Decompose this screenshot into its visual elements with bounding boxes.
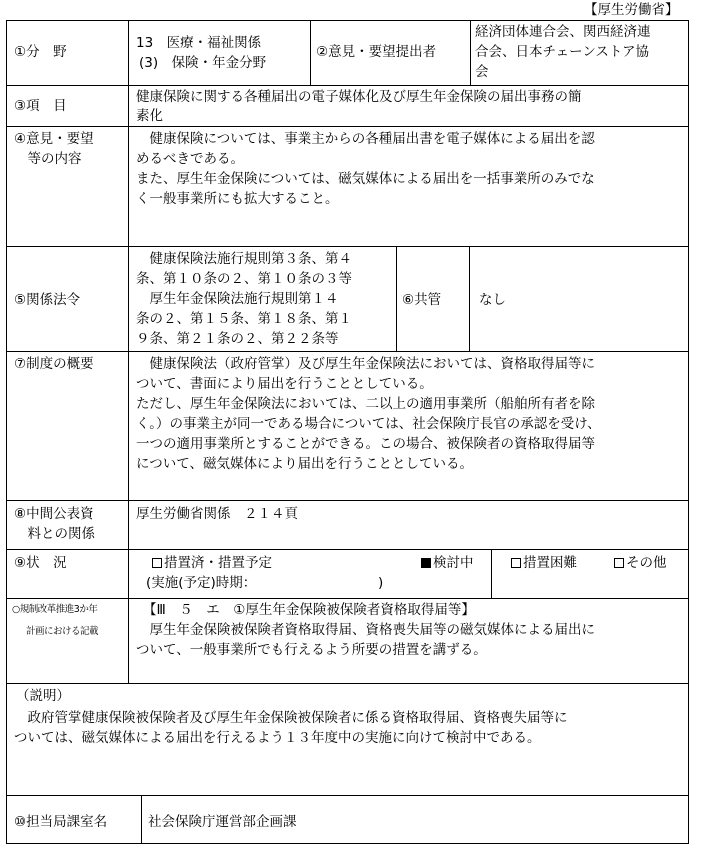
- col-divider: [469, 246, 470, 351]
- row-divider: [6, 683, 689, 684]
- row-divider: [6, 85, 689, 86]
- frame-left: [6, 20, 7, 844]
- plan-label: 計画における記載: [26, 626, 99, 637]
- frame-right: [688, 20, 689, 844]
- status-difficult-option[interactable]: [511, 553, 577, 573]
- laws-line: ９条、第２１条の２、第２２条等: [136, 331, 339, 347]
- system-line: ついて、書面により届出を行うこととしている。: [136, 376, 433, 392]
- system-line: について、磁気媒体により届出を行うこととしている。: [136, 456, 473, 472]
- request-line: めるべきである。: [136, 151, 244, 167]
- status-period-close: ): [378, 575, 384, 591]
- col-divider: [141, 795, 142, 843]
- request-label: 等の内容: [14, 151, 82, 167]
- request-line: く一般事業所にも拡大すること。: [136, 191, 339, 207]
- item-label: ③項 目: [14, 98, 67, 114]
- col-divider: [470, 20, 471, 85]
- submitter-label: ②意見・要望提出者: [316, 44, 437, 60]
- row-divider: [6, 500, 689, 501]
- checkbox-done[interactable]: [152, 558, 162, 568]
- laws-label: ⑤関係法令: [14, 292, 81, 308]
- row-divider: [6, 549, 689, 550]
- request-line: 健康保険については、事業主からの各種届出書を電子媒体による届出を認: [136, 131, 595, 147]
- row-divider: [6, 795, 689, 796]
- explanation-line: ついては、磁気媒体による届出を行えるよう１３年度中の実施に向けて検討中である。: [14, 730, 541, 746]
- joint-label: ⑥共管: [402, 292, 442, 308]
- division-label: ⑩担当局課室名: [14, 814, 108, 830]
- col-divider: [491, 549, 492, 598]
- joint-value: なし: [479, 292, 506, 308]
- item-line: 素化: [136, 108, 163, 124]
- row-divider: [6, 598, 689, 599]
- laws-line: 健康保険法施行規則第３条、第４: [136, 251, 352, 267]
- request-label: ④意見・要望: [14, 131, 94, 147]
- submitter-line: 合会、日本チェーンストア協: [475, 44, 650, 60]
- system-line: 一つの適用事業所とすることができる。この場合、被保険者の資格取得届等: [136, 436, 595, 452]
- ministry-header: 【厚生労働省】: [584, 2, 679, 18]
- row-divider: [6, 246, 689, 247]
- field-label: ①分 野: [14, 44, 67, 60]
- division-value: 社会保険庁運営部企画課: [148, 814, 297, 830]
- interim-label: ⑧中間公表資: [14, 506, 94, 522]
- field-line-1: 13 医療・福祉関係: [136, 35, 262, 51]
- col-divider: [396, 246, 397, 351]
- submitter-line: 経済団体連合会、関西経済連: [475, 24, 651, 40]
- status-other-option[interactable]: [614, 553, 667, 573]
- plan-line: 【Ⅲ ５ エ ①厚生年金保険被保険者資格取得届等】: [143, 602, 475, 618]
- status-other-label: その他: [626, 555, 667, 571]
- status-period: (実施(予定)時期：: [146, 575, 257, 591]
- system-line: ただし、厚生年金保険法においては、二以上の適用事業所（船舶所有者を除: [136, 396, 595, 412]
- interim-label: 料との関係: [14, 526, 95, 542]
- frame-bottom: [6, 843, 689, 844]
- submitter-line: 会: [475, 64, 489, 80]
- status-difficult-label: 措置困難: [523, 555, 577, 571]
- status-done-label: 措置済・措置予定: [164, 555, 272, 571]
- checkbox-other[interactable]: [614, 558, 624, 568]
- field-line-2: (3) 保険・年金分野: [139, 55, 267, 71]
- status-label: ⑨状 況: [14, 555, 67, 571]
- request-line: また、厚生年金保険については、磁気媒体による届出を一括事業所のみでな: [136, 171, 595, 187]
- col-divider: [128, 20, 129, 683]
- row-divider: [6, 351, 689, 352]
- status-done-option[interactable]: [152, 553, 272, 573]
- frame-top: [6, 20, 689, 21]
- explanation-line: 政府管掌健康保険被保険者及び厚生年金保険被保険者に係る資格取得届、資格喪失届等に: [14, 710, 568, 726]
- row-divider: [6, 126, 689, 127]
- status-reviewing-option[interactable]: [421, 553, 474, 573]
- checkbox-reviewing-checked[interactable]: [421, 558, 431, 568]
- plan-line: ついて、一般事業所でも行えるよう所要の措置を講ずる。: [136, 642, 487, 658]
- laws-line: 条の２、第１５条、第１８条、第１: [136, 311, 352, 327]
- explanation-heading: （説明）: [16, 688, 70, 704]
- checkbox-difficult[interactable]: [511, 558, 521, 568]
- status-reviewing-label: 検討中: [433, 555, 474, 571]
- system-line: 健康保険法（政府管掌）及び厚生年金保険法においては、資格取得届等に: [136, 356, 595, 372]
- plan-label: ○規制改革推進3か年: [12, 604, 98, 615]
- plan-line: 厚生年金保険被保険者資格取得届、資格喪失届等の磁気媒体による届出に: [136, 622, 595, 638]
- interim-value: 厚生労働省関係 ２１４頁: [136, 506, 298, 522]
- laws-line: 条、第１０条の２、第１０条の３等: [136, 271, 352, 287]
- laws-line: 厚生年金保険法施行規則第１４: [136, 291, 339, 307]
- item-line: 健康保険に関する各種届出の電子媒体化及び厚生年金保険の届出事務の簡: [136, 89, 582, 105]
- system-line: く。）の事業主が同一である場合については、社会保険庁長官の承認を受け、: [136, 416, 601, 432]
- system-label: ⑦制度の概要: [14, 356, 94, 372]
- col-divider: [310, 20, 311, 85]
